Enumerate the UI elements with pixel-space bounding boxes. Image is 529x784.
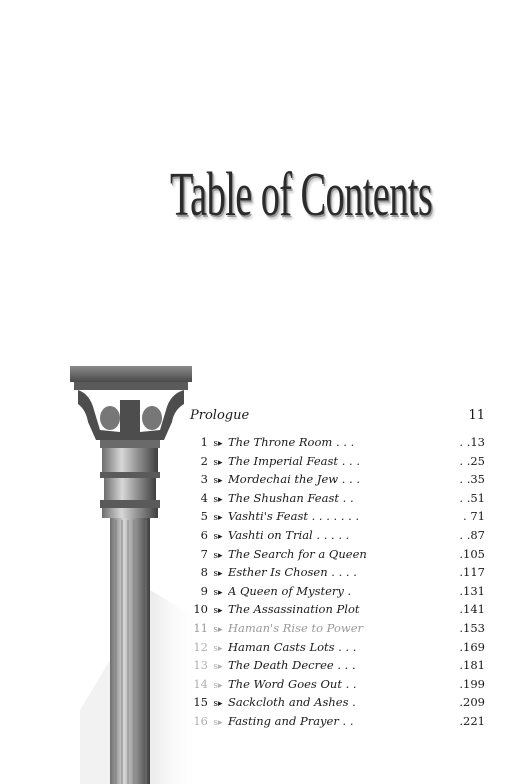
toc-row bbox=[190, 454, 485, 473]
chapter-page: . .87 bbox=[459, 527, 485, 542]
chapter-page: . .35 bbox=[459, 472, 485, 487]
chapter-number: 16 bbox=[193, 713, 208, 728]
toc-row bbox=[190, 640, 485, 659]
chapter-title: The Assassination Plot bbox=[228, 602, 360, 617]
chapter-number: 3 bbox=[200, 472, 208, 487]
chapter-title: A Queen of Mystery . bbox=[228, 583, 352, 598]
chapter-page: . .51 bbox=[459, 490, 485, 505]
toc-row bbox=[190, 695, 485, 714]
chapter-page: .181 bbox=[459, 658, 485, 673]
toc-row bbox=[190, 621, 485, 640]
bullet-icon: s▸ bbox=[213, 513, 223, 524]
prologue-page: 11 bbox=[468, 408, 485, 423]
bullet-icon: s▸ bbox=[213, 680, 223, 691]
chapter-number: 7 bbox=[200, 546, 208, 561]
chapter-page: .209 bbox=[459, 695, 485, 710]
bullet-icon: s▸ bbox=[213, 662, 223, 673]
chapter-title: Vashti on Trial . . . . . bbox=[228, 527, 350, 542]
chapter-page: .199 bbox=[459, 676, 485, 691]
chapter-title: Haman Casts Lots . . . bbox=[228, 639, 357, 654]
bullet-icon: s▸ bbox=[213, 624, 223, 635]
chapter-title: The Death Decree . . . bbox=[228, 658, 356, 673]
chapter-title: The Word Goes Out . . bbox=[228, 676, 357, 691]
bullet-icon: s▸ bbox=[213, 587, 223, 598]
chapter-title: The Shushan Feast . . bbox=[228, 490, 354, 505]
toc-row bbox=[190, 565, 485, 584]
toc-row bbox=[190, 584, 485, 603]
toc-row bbox=[190, 547, 485, 566]
chapter-page: .141 bbox=[459, 602, 485, 617]
chapter-title: The Throne Room . . . bbox=[228, 435, 355, 449]
chapter-title: Sackcloth and Ashes . bbox=[228, 695, 356, 710]
table-of-contents bbox=[190, 408, 485, 733]
bullet-icon: s▸ bbox=[213, 569, 223, 580]
chapter-page: .169 bbox=[459, 639, 485, 654]
toc-prologue bbox=[190, 408, 485, 423]
toc-row bbox=[190, 435, 485, 454]
chapter-page: .117 bbox=[459, 565, 485, 580]
toc-row bbox=[190, 509, 485, 528]
chapter-title: The Imperial Feast . . . bbox=[228, 453, 360, 468]
chapter-page: .131 bbox=[459, 583, 485, 598]
chapter-page: .105 bbox=[459, 546, 485, 561]
chapter-number: 10 bbox=[193, 602, 208, 617]
chapter-title: Vashti's Feast . . . . . . . bbox=[228, 509, 360, 524]
chapter-number: 14 bbox=[193, 676, 208, 691]
bullet-icon: s▸ bbox=[213, 457, 223, 468]
bullet-icon: s▸ bbox=[213, 531, 223, 542]
toc-row bbox=[190, 677, 485, 696]
toc-row bbox=[190, 602, 485, 621]
bullet-icon: s▸ bbox=[213, 494, 223, 505]
bullet-icon: s▸ bbox=[213, 550, 223, 561]
chapter-number: 13 bbox=[193, 658, 208, 673]
bullet-icon: s▸ bbox=[213, 699, 223, 710]
chapter-page: . 71 bbox=[463, 509, 485, 524]
toc-row bbox=[190, 714, 485, 733]
prologue-label: Prologue bbox=[190, 408, 250, 423]
bullet-icon: s▸ bbox=[213, 476, 223, 487]
chapter-number: 15 bbox=[193, 695, 208, 710]
chapter-title: Mordechai the Jew . . . bbox=[228, 472, 361, 487]
chapter-number: 6 bbox=[200, 527, 208, 542]
chapter-title: Haman's Rise to Power bbox=[228, 620, 364, 635]
chapter-number: 1 bbox=[200, 435, 208, 449]
toc-row bbox=[190, 491, 485, 510]
toc-row bbox=[190, 528, 485, 547]
chapter-page: . .13 bbox=[459, 435, 485, 449]
bullet-icon: s▸ bbox=[213, 717, 223, 728]
page-title: Table of Contents bbox=[170, 161, 433, 229]
bullet-icon: s▸ bbox=[213, 439, 223, 449]
chapter-page: .153 bbox=[459, 620, 485, 635]
chapter-title: Esther Is Chosen . . . . bbox=[228, 565, 357, 580]
bullet-icon: s▸ bbox=[213, 606, 223, 617]
chapter-number: 9 bbox=[200, 583, 208, 598]
toc-row bbox=[190, 658, 485, 677]
persian-column-illustration bbox=[60, 360, 200, 784]
chapter-page: .221 bbox=[459, 713, 485, 728]
chapter-page: . .25 bbox=[459, 453, 485, 468]
chapter-number: 5 bbox=[200, 509, 208, 524]
chapter-title: The Search for a Queen bbox=[228, 546, 367, 561]
chapter-title: Fasting and Prayer . . bbox=[228, 713, 354, 728]
chapter-number: 12 bbox=[193, 639, 208, 654]
bullet-icon: s▸ bbox=[213, 643, 223, 654]
toc-row bbox=[190, 472, 485, 491]
chapter-number: 2 bbox=[200, 453, 208, 468]
chapter-number: 11 bbox=[193, 620, 208, 635]
chapter-number: 8 bbox=[200, 565, 208, 580]
chapter-number: 4 bbox=[200, 490, 208, 505]
